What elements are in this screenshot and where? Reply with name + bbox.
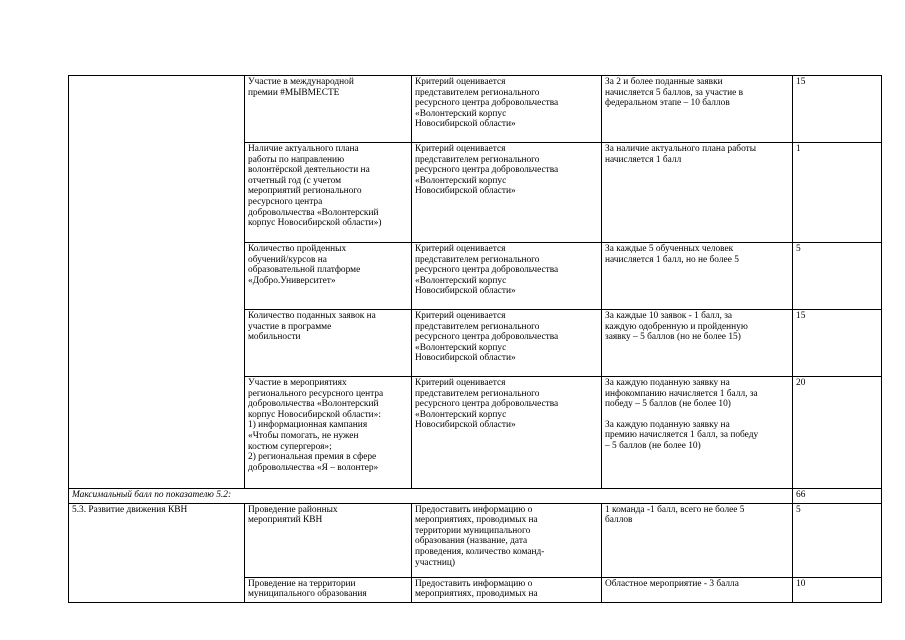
text-line: ресурсного центра добровольчества: [415, 332, 559, 343]
max-score: 10: [796, 578, 806, 589]
text-line: участие в программе: [248, 321, 332, 332]
text-line: «Волонтерский корпус: [415, 175, 507, 186]
paragraph-gap: [605, 410, 789, 420]
text-line: Участие в мероприятиях: [248, 378, 347, 388]
text-line: Количество пройденных: [248, 244, 347, 254]
criterion-cell: [245, 143, 412, 243]
text-line: ресурсного центра добровольчества: [415, 98, 559, 109]
text-line: Областное мероприятие - 3 балла: [605, 578, 739, 589]
text-line: представителем регионального: [415, 154, 540, 165]
text-line: премию начисляется 1 балл, за победу: [605, 430, 759, 441]
scoring-cell: [602, 377, 793, 489]
text-line: «Волонтерский корпус: [415, 108, 507, 119]
text-line: волонтёрской деятельности на: [248, 165, 370, 176]
max-score: 15: [796, 77, 806, 87]
text-line: представителем регионального: [415, 87, 540, 98]
evaluation-cell: [412, 503, 602, 577]
max-score-cell: [793, 243, 882, 310]
text-line: Количество поданных заявок на: [248, 311, 376, 321]
text-line: Новосибирской области»: [415, 186, 516, 197]
scoring-cell: [602, 577, 793, 602]
criterion-cell: [245, 76, 412, 143]
text-line: Проведение на территории: [248, 578, 356, 589]
text-line: проведения, количество команд-: [415, 546, 545, 557]
text-line: «Добро.Университет»: [248, 275, 336, 286]
max-score-cell: [793, 310, 882, 377]
evaluation-cell: [412, 243, 602, 310]
text-line: регионального ресурсного центра: [248, 388, 384, 399]
evaluation-cell: [412, 143, 602, 243]
text-line: корпус Новосибирской области»): [248, 218, 382, 229]
text-line: муниципального образования: [248, 589, 367, 600]
text-line: 1) информационная кампания: [248, 420, 368, 431]
text-line: Участие в международной: [248, 77, 354, 87]
text-line: федеральном этапе – 10 баллов: [605, 98, 730, 109]
text-line: добровольчества «Волонтерский: [248, 207, 379, 218]
text-line: 1 команда -1 балл, всего не более 5: [605, 504, 745, 515]
scoring-cell: [602, 143, 793, 243]
scoring-cell: [602, 503, 793, 577]
text-line: образовательной платформе: [248, 265, 361, 276]
max-score: 1: [796, 144, 801, 154]
criterion-cell: [245, 577, 412, 602]
criterion-cell: [245, 310, 412, 377]
text-line: За каждые 5 обученных человек: [605, 244, 734, 254]
max-score-cell: [793, 503, 882, 577]
text-line: ресурсного центра добровольчества: [415, 265, 559, 276]
text-line: отчетный год (с учетом: [248, 175, 342, 186]
text-line: За каждую поданную заявку на: [605, 378, 730, 388]
text-line: Новосибирской области»: [415, 286, 516, 297]
text-line: За каждую поданную заявку на: [605, 419, 730, 430]
text-line: мероприятиях, проводимых на: [415, 515, 538, 526]
text-line: начисляется 1 балл, но не более 5: [605, 254, 739, 265]
scoring-cell: [602, 243, 793, 310]
text-line: корпус Новосибирской области»:: [248, 409, 381, 420]
text-line: добровольчества «Я – волонтер»: [248, 462, 379, 473]
criterion-cell: [245, 377, 412, 489]
text-line: представителем регионального: [415, 254, 540, 265]
text-line: Критерий оценивается: [415, 244, 506, 254]
section-cell-empty: [69, 76, 245, 489]
text-line: Критерий оценивается: [415, 378, 506, 388]
max-score-cell: [793, 76, 882, 143]
max-score: 20: [796, 378, 806, 388]
text-line: 2) региональная премия в сфере: [248, 452, 377, 463]
table-row: [69, 503, 882, 577]
text-line: добровольчества «Волонтерский: [248, 399, 379, 410]
text-line: Предоставить информацию о: [415, 578, 533, 589]
text-line: мероприятиях, проводимых на: [415, 589, 538, 600]
text-line: мобильности: [248, 332, 301, 343]
text-line: участниц): [415, 557, 455, 568]
text-line: «Волонтерский корпус: [415, 275, 507, 286]
summary-value: 66: [793, 489, 882, 504]
max-score-cell: [793, 143, 882, 243]
text-line: представителем регионального: [415, 321, 540, 332]
scoring-cell: [602, 310, 793, 377]
evaluation-cell: [412, 377, 602, 489]
text-line: образования (название, дата: [415, 536, 528, 547]
text-line: За наличие актуального плана работы: [605, 144, 757, 154]
text-line: Наличие актуального плана: [248, 144, 359, 154]
text-line: баллов: [605, 515, 633, 526]
text-line: представителем регионального: [415, 388, 540, 399]
text-line: начисляется 5 баллов, за участие в: [605, 87, 744, 98]
section-title: 5.3. Развитие движения КВН: [72, 504, 188, 515]
text-line: победу – 5 баллов (не более 10): [605, 399, 731, 410]
evaluation-cell: [412, 577, 602, 602]
text-line: Критерий оценивается: [415, 77, 506, 87]
text-line: Проведение районных: [248, 504, 338, 515]
text-line: Новосибирской области»: [415, 119, 516, 130]
evaluation-cell: [412, 76, 602, 143]
text-line: костюм супергероя»;: [248, 441, 332, 452]
max-score: 5: [796, 504, 801, 515]
text-line: обучений/курсов на: [248, 254, 327, 265]
text-line: Критерий оценивается: [415, 311, 506, 321]
text-line: заявку – 5 баллов (но не более 15): [605, 332, 741, 343]
section-title-cell: [69, 503, 245, 602]
text-line: «Волонтерский корпус: [415, 342, 507, 353]
text-line: – 5 баллов (не более 10): [605, 440, 701, 451]
text-line: ресурсного центра добровольчества: [415, 399, 559, 410]
criteria-table: [68, 75, 882, 603]
text-line: Предоставить информацию о: [415, 504, 533, 515]
text-line: мероприятий КВН: [248, 515, 323, 526]
text-line: премии #МЫВМЕСТЕ: [248, 87, 340, 98]
text-line: территории муниципального: [415, 525, 531, 536]
text-line: ресурсного центра добровольчества: [415, 165, 559, 176]
max-score: 15: [796, 311, 806, 321]
evaluation-cell: [412, 310, 602, 377]
text-line: Новосибирской области»: [415, 353, 516, 364]
text-line: Критерий оценивается: [415, 144, 506, 154]
text-line: Новосибирской области»: [415, 420, 516, 431]
text-line: мероприятий регионального: [248, 186, 362, 197]
text-line: ресурсного центра: [248, 196, 323, 207]
scoring-cell: [602, 76, 793, 143]
max-score-cell: [793, 377, 882, 489]
criterion-cell: [245, 243, 412, 310]
text-line: начисляется 1 балл: [605, 154, 682, 165]
criterion-cell: [245, 503, 412, 577]
text-line: работы по направлению: [248, 154, 345, 165]
table-row: [69, 76, 882, 143]
max-score: 5: [796, 244, 801, 254]
summary-label: Максимальный балл по показателю 5.2:: [69, 489, 793, 504]
text-line: «Волонтерский корпус: [415, 409, 507, 420]
max-score-cell: [793, 577, 882, 602]
text-line: инфокомпанию начисляется 1 балл, за: [605, 388, 758, 399]
text-line: «Чтобы помогать, не нужен: [248, 430, 359, 441]
text-line: каждую одобренную и пройденную: [605, 321, 748, 332]
text-line: За 2 и более поданные заявки: [605, 77, 723, 87]
summary-row: [69, 489, 882, 504]
text-line: За каждые 10 заявок - 1 балл, за: [605, 311, 733, 321]
